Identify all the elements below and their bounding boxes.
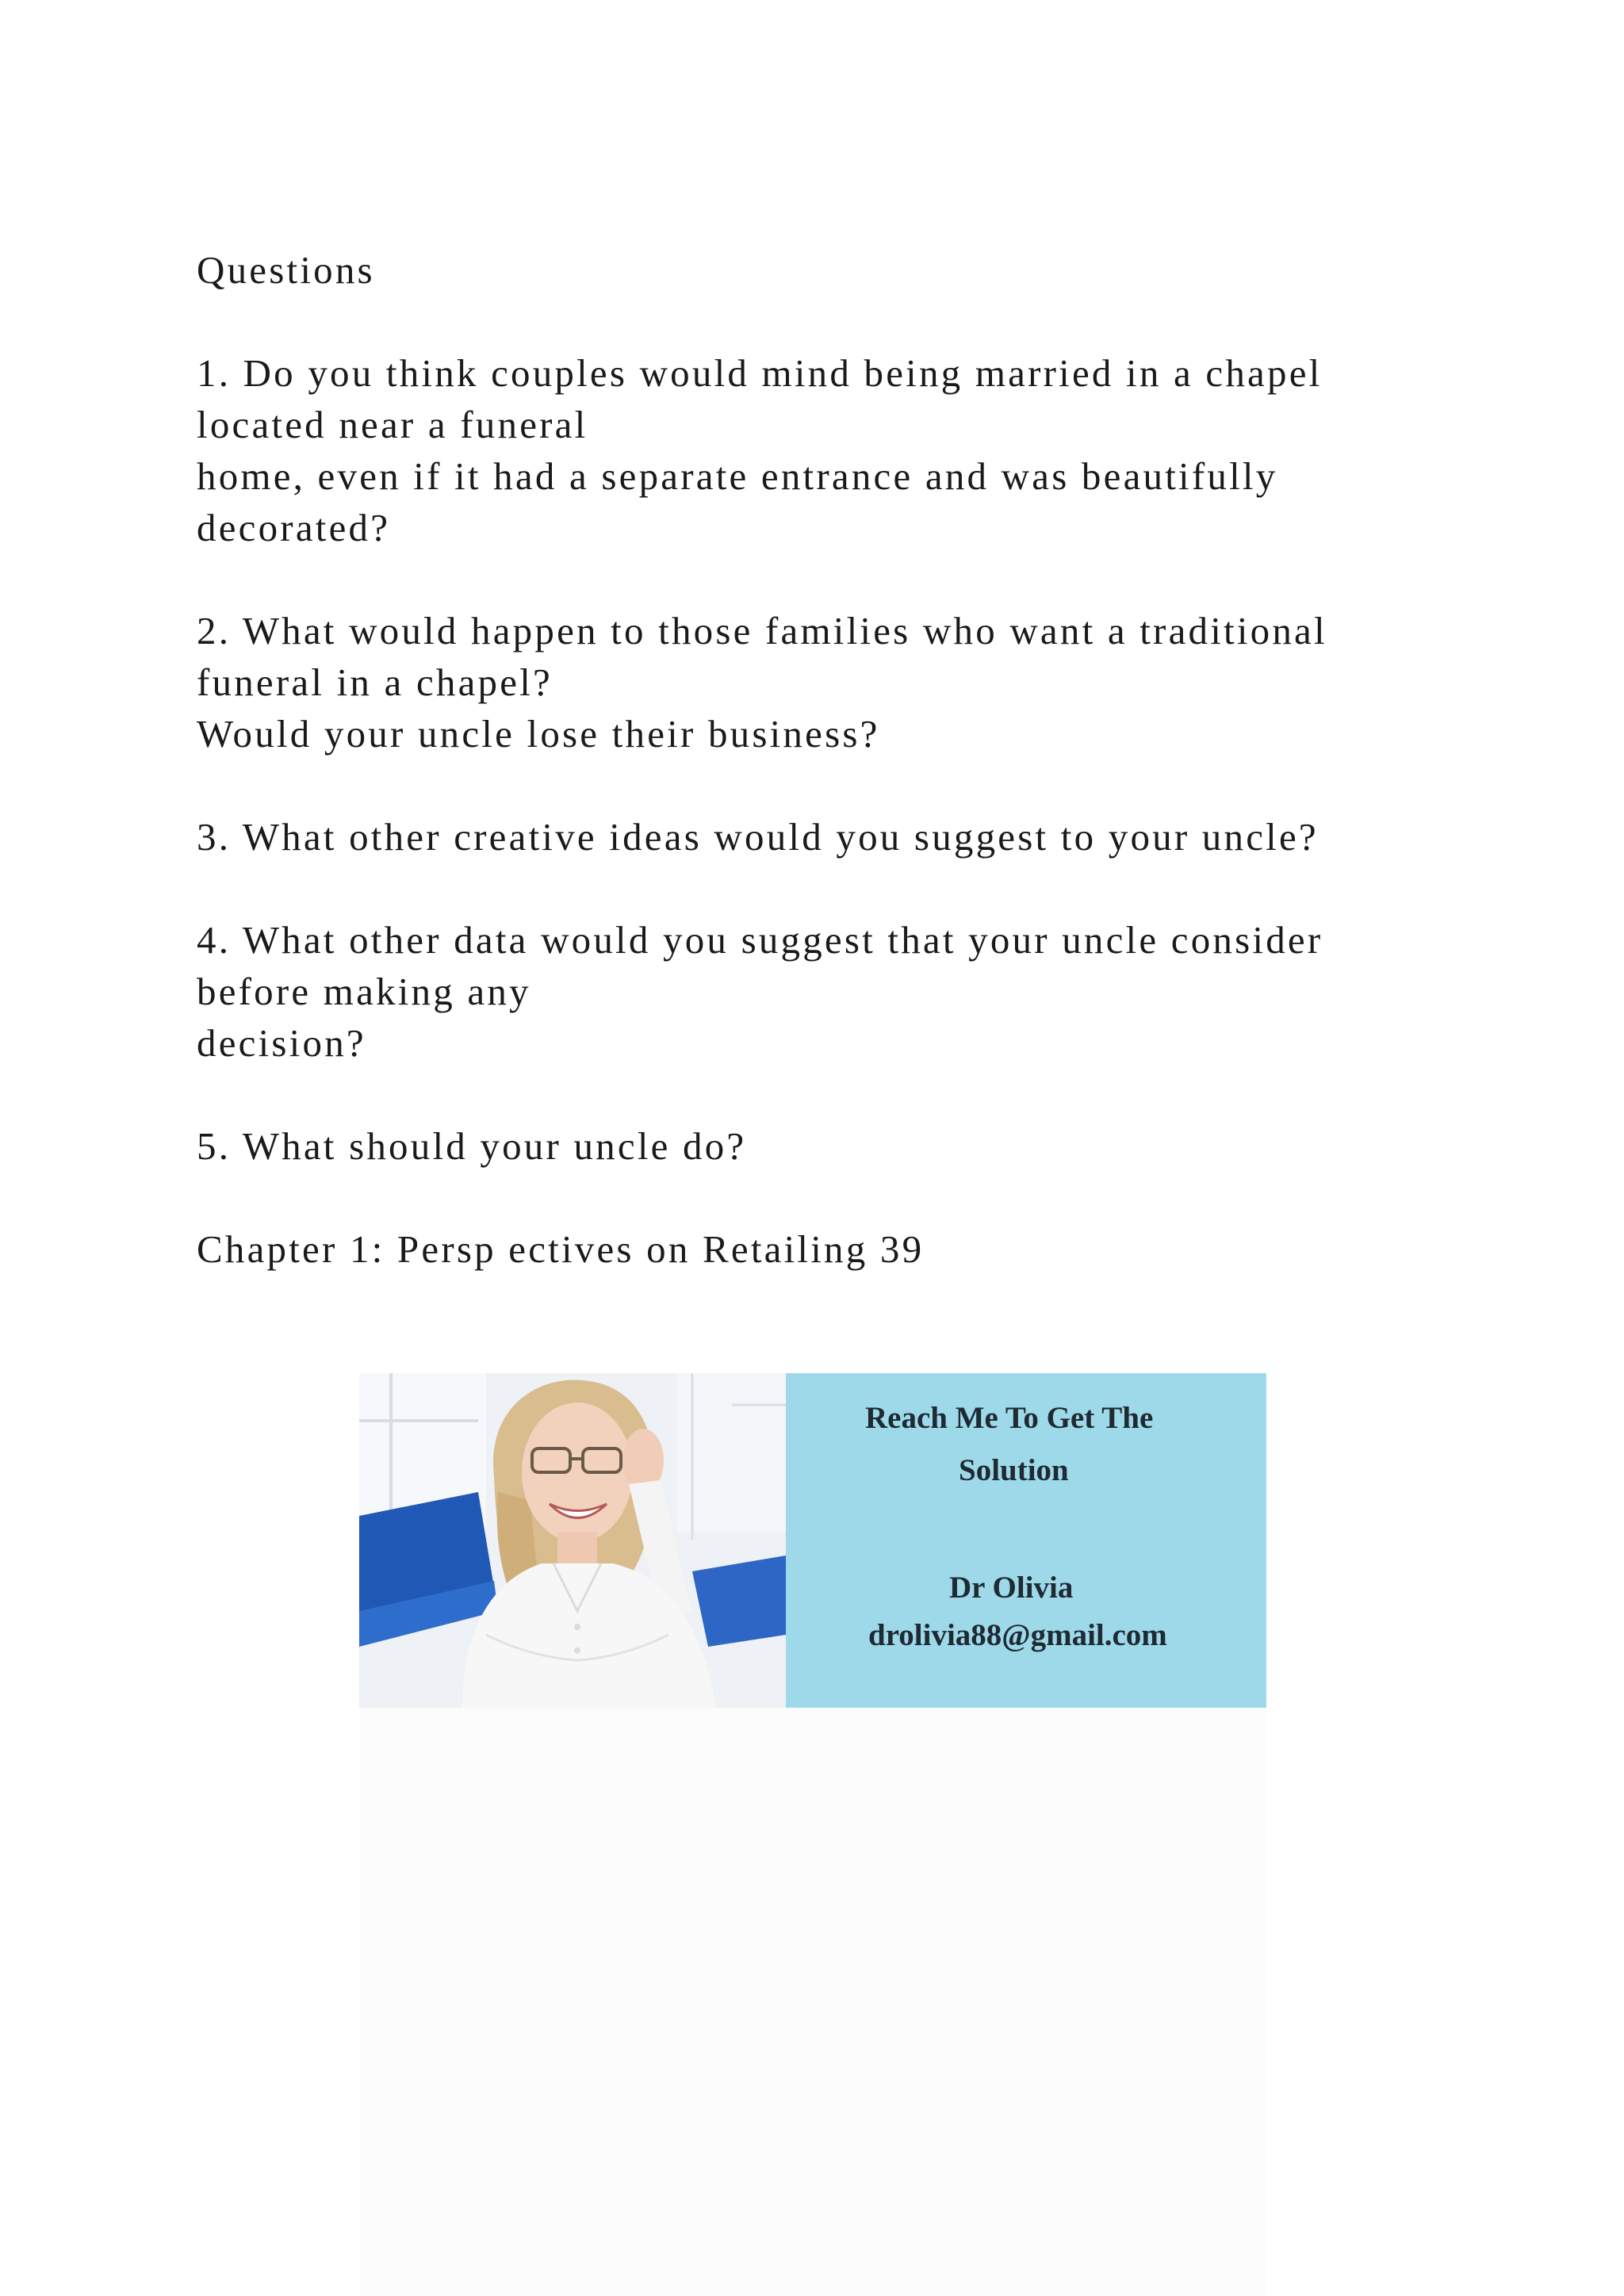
question-3 — [197, 811, 1434, 863]
question-2 — [197, 605, 1434, 760]
question-line: 4. What other data would you suggest that your uncle consider — [197, 918, 1323, 962]
question-4 — [197, 914, 1434, 1069]
contact-panel — [786, 1373, 1266, 1708]
questions-heading: Questions — [197, 248, 375, 292]
question-line: before making any — [197, 970, 531, 1013]
contact-name: Dr Olivia — [949, 1571, 1074, 1605]
question-line: 2. What would happen to those families who want a traditional — [197, 609, 1327, 652]
question-line: located near a funeral — [197, 403, 588, 446]
question-line: 5. What should your uncle do? — [197, 1124, 747, 1168]
question-line: decorated? — [197, 506, 391, 549]
document-body — [197, 244, 1434, 1275]
image-placeholder-area — [359, 1708, 1266, 2296]
contact-email: drolivia88@gmail.com — [868, 1618, 1167, 1652]
woman-photo — [359, 1373, 786, 1708]
banner-subheadline: Solution — [959, 1453, 1069, 1487]
question-5 — [197, 1120, 1434, 1172]
question-1 — [197, 347, 1434, 553]
woman-illustration — [359, 1373, 786, 1708]
question-line: 1. Do you think couples would mind being married in a chapel — [197, 351, 1323, 395]
question-line: funeral in a chapel? — [197, 660, 553, 704]
contact-banner — [359, 1373, 1266, 1708]
question-line: home, even if it had a separate entrance and was beautifully — [197, 454, 1278, 498]
question-line: Would your uncle lose their business? — [197, 712, 880, 756]
banner-headline: Reach Me To Get The — [865, 1401, 1154, 1435]
question-line: 3. What other creative ideas would you suggest to your uncle? — [197, 815, 1319, 859]
chapter-footer: Chapter 1: Persp ectives on Retailing 39 — [197, 1227, 925, 1271]
question-line: decision? — [197, 1021, 366, 1065]
